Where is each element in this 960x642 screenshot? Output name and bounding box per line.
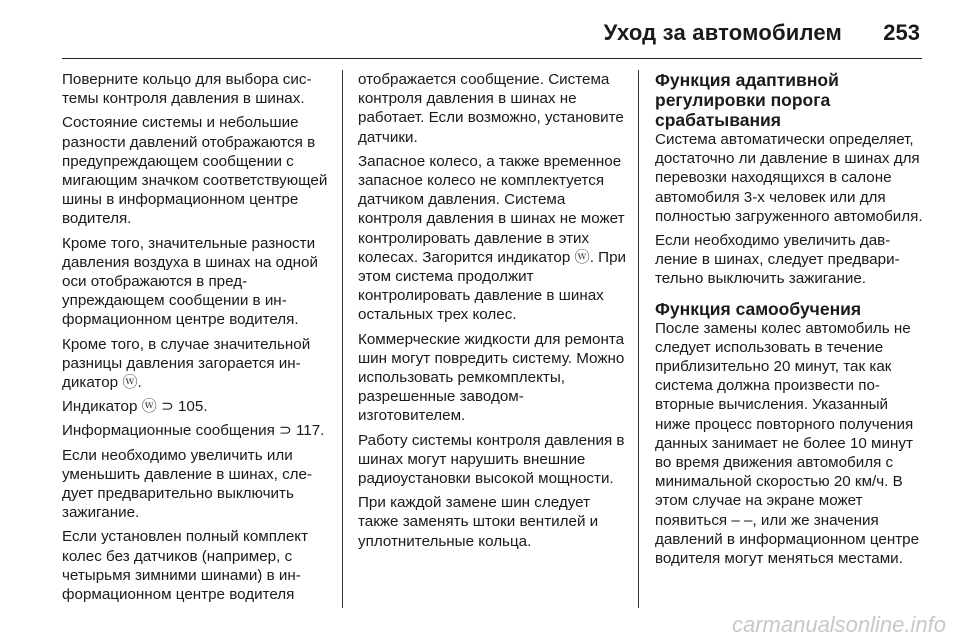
paragraph: Если необходимо увеличить или уменьшить давление в шинах, следует предварительно выключить зажигание. [62, 446, 313, 522]
page-number: 253 [883, 20, 920, 45]
paragraph: Запасное колесо, а также временное запасное колесо не комплектуется датчиком давления. Система контроля давления в шинах не может контролировать давление в этих колесах. Загорится индикатор ⓦ. При этом система продолжит контролировать давление в шинах остальных трех колес. [358, 152, 627, 324]
paragraph: Поверните кольцо для выбора системы контроля давления в шинах. [62, 71, 312, 108]
paragraph: Если установлен полный комплект колес без датчиков (например, с четырьмя зимними шинами) в информационном центре водителя [62, 528, 309, 604]
page-title: Уход за автомобилем [603, 20, 842, 45]
paragraph: Система автоматически определяет, достаточно ли давление в шинах для перевозки находящихся в салоне автомобиля 3-х человек или для полностью загруженного автомобиля. [655, 131, 923, 225]
header-divider [62, 58, 922, 59]
page-header [0, 0, 960, 58]
column-divider [638, 70, 639, 608]
paragraph: При каждой замене шин следует также заменять штоки вентилей и уплотнительные кольца. [358, 494, 599, 550]
paragraph: После замены колес автомобиль не следует использовать в течение приблизительно 20 минут, так как система должна произвести повторные вычисления. Указанный ниже процесс повторного получения данных занимает не более 10 минут во время движения автомобиля с минимальной скоростью 20 км/ч. В этом случае на экране может появиться – –, или же значения давлений в информационном центре водителя могут меняться местами. [655, 319, 920, 568]
text-column-3 [655, 70, 925, 578]
paragraph: Если необходимо увеличить давление в шинах, следует предварительно выключить зажигание. [655, 232, 900, 288]
paragraph: Информационные сообщения ⊃ 117. [62, 422, 325, 440]
column-divider [342, 70, 343, 608]
section-adaptive-threshold [655, 70, 925, 289]
paragraph: Работу системы контроля давления в шинах могут нарушить внешние радиоустановки высокой мощности. [358, 431, 625, 488]
text-column-2 [358, 70, 630, 556]
watermark-text: carmanualsonline.info [731, 612, 946, 637]
paragraph: Кроме того, значительные разности давления воздуха в шинах на одной оси отображаются в предупреждающем сообщении в информационном центре водителя. [62, 234, 318, 329]
paragraph: Индикатор ⓦ ⊃ 105. [62, 398, 208, 416]
paragraph: Кроме того, в случае значительной разницы давления загорается индикатор ⓦ. [62, 335, 311, 392]
text-column-1 [62, 70, 332, 609]
section-self-learning [655, 299, 925, 569]
paragraph: Состояние системы и небольшие разности давлений отображаются в предупреждающем сообщении с мигающим значком соответствующей шины в информационном центре водителя. [62, 114, 328, 228]
paragraph: отображается сообщение. Система контроля давления в шинах не работает. Если возможно, установите датчики. [358, 71, 624, 146]
section-heading: Функция самообучения [655, 298, 862, 319]
paragraph: Коммерческие жидкости для ремонта шин могут повредить систему. Можно использовать ремкомплекты, разрешенные заводом-изготовителем. [358, 330, 625, 425]
section-heading: Функция адаптивной регулировки порога срабатывания [655, 70, 839, 130]
